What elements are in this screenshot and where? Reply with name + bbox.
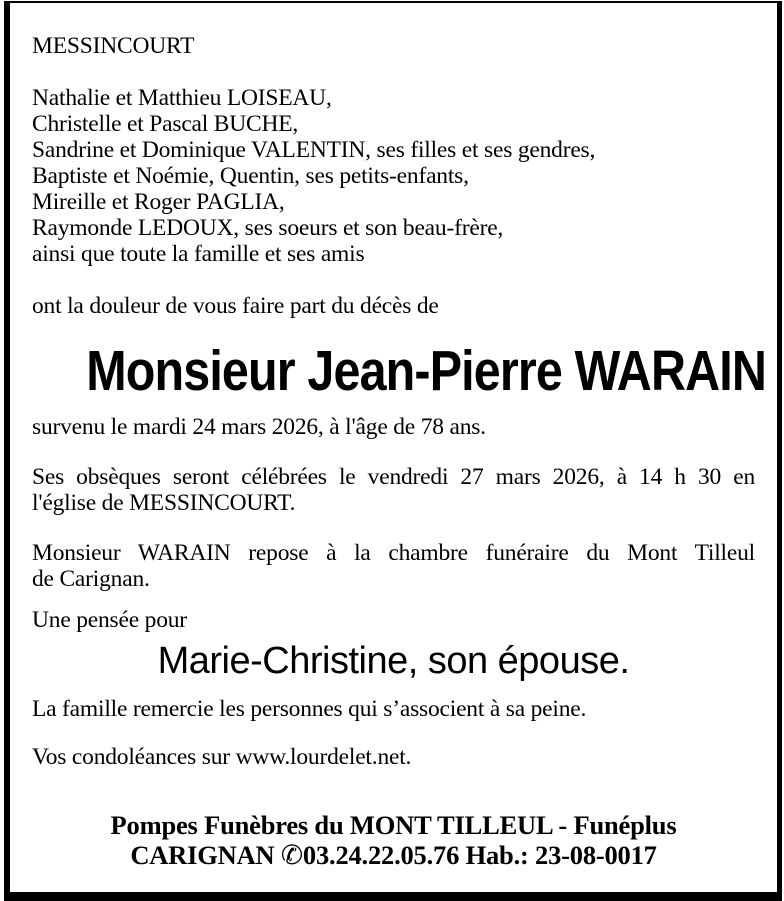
thanks-text: La famille remercie les personnes qui s’associent à sa peine. — [32, 696, 587, 722]
family-line: Nathalie et Matthieu LOISEAU, — [32, 85, 332, 111]
funeral-line: Ses obsèques seront célébrées le vendredi 27 mars 2026, à 14 h 30 en — [32, 464, 755, 490]
announcement-text: ont la douleur de vous faire part du décès de — [32, 293, 439, 319]
condolences-text — [32, 744, 755, 770]
family-line: Sandrine et Dominique VALENTIN, ses filles et ses gendres, — [32, 137, 596, 163]
thought-intro-text: Une pensée pour — [32, 607, 187, 633]
condolences-prefix: Vos condoléances sur — [32, 744, 230, 770]
funeral-home-city: CARIGNAN — [130, 840, 275, 870]
family-line: Christelle et Pascal BUCHE, — [32, 111, 299, 137]
repose-paragraph — [32, 540, 755, 592]
website-url: www.lourdelet.net. — [235, 744, 412, 770]
repose-line: Monsieur WARAIN repose à la chambre funéraire du Mont Tilleul — [32, 540, 755, 566]
funeral-home-name: Pompes Funèbres du MONT TILLEUL - Funéplus — [110, 810, 677, 840]
family-line: Baptiste et Noémie, Quentin, ses petits-enfants, — [32, 163, 469, 189]
spouse-tribute-text: Marie-Christine, son épouse. — [157, 640, 630, 682]
death-details-text: survenu le mardi 24 mars 2026, à l'âge de 78 ans. — [32, 414, 486, 440]
repose-line: de Carignan. — [32, 566, 150, 592]
funeral-home-contact — [32, 840, 755, 871]
notice-content — [10, 3, 777, 871]
habilitation-number: Hab.: 23-08-0017 — [465, 840, 657, 870]
funeral-line: l'église de MESSINCOURT. — [32, 490, 296, 516]
family-line: ainsi que toute la famille et ses amis — [32, 241, 365, 267]
funeral-paragraph — [32, 464, 755, 516]
funeral-home-footer — [32, 810, 755, 871]
phone-number: 03.24.22.05.76 — [302, 840, 460, 870]
family-list — [32, 85, 755, 267]
family-line: Raymonde LEDOUX, ses soeurs et son beau-frère, — [32, 215, 504, 241]
family-line: Mireille et Roger PAGLIA, — [32, 189, 285, 215]
deceased-name-title: Monsieur Jean-Pierre WARAIN — [86, 339, 766, 403]
town-name: MESSINCOURT — [32, 33, 195, 59]
phone-icon: ✆ — [280, 840, 303, 871]
